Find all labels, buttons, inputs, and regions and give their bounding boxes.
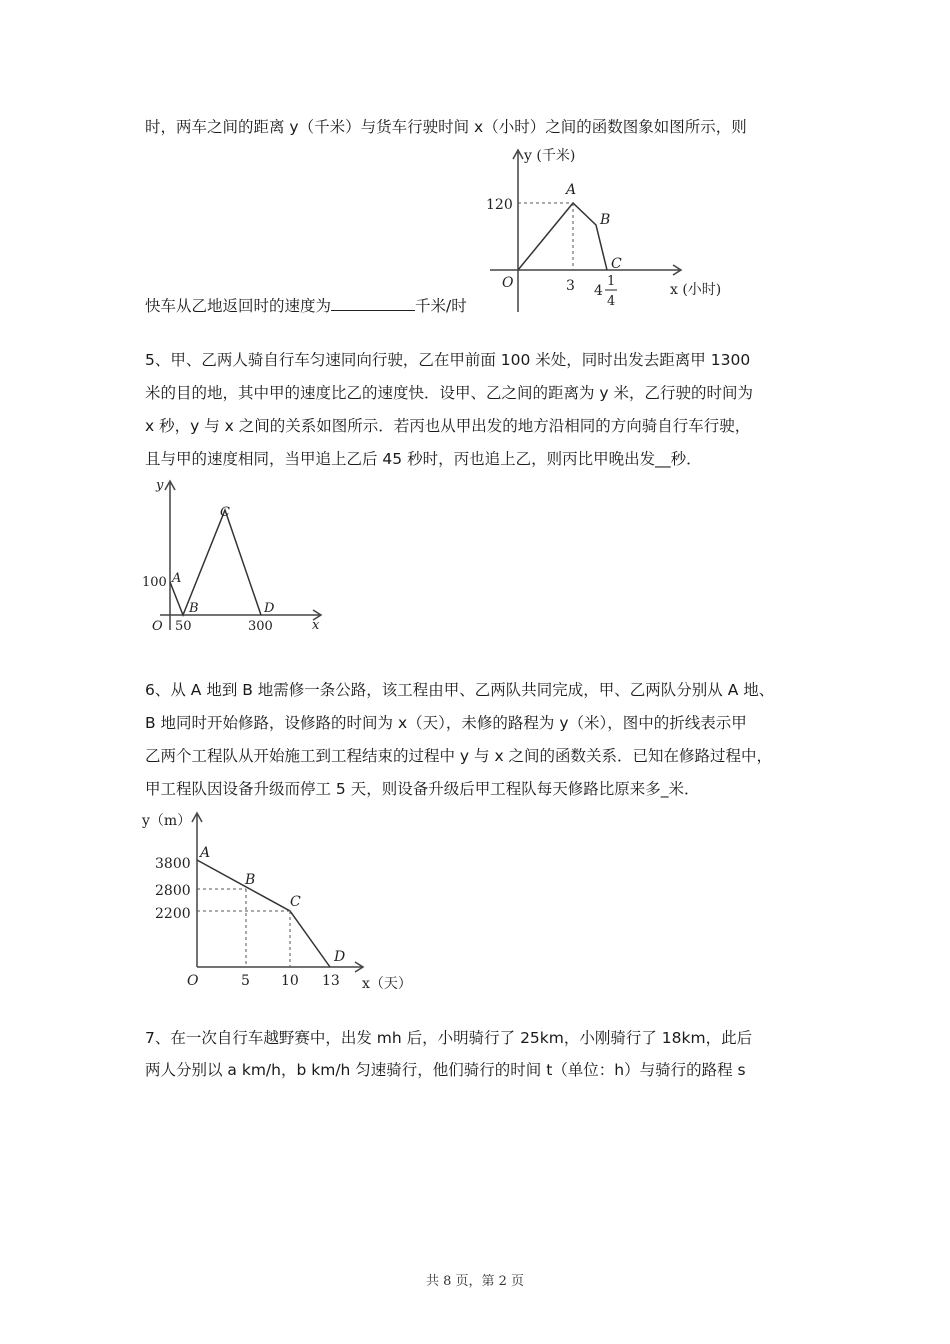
q4-x-label: x (小时) xyxy=(670,282,722,298)
q6-text-line-2: B 地同时开始修路，设修路的时间为 x（天），未修的路程为 y（米），图中的折线表示甲 xyxy=(145,714,747,732)
q4-frac-den: 4 xyxy=(607,294,616,309)
q6-tick-3800: 3800 xyxy=(155,856,191,872)
q6-point-c: C xyxy=(290,894,301,910)
q6-tick-2200: 2200 xyxy=(155,906,191,922)
q6-origin: O xyxy=(187,973,199,989)
q6-graph xyxy=(140,805,430,995)
page-footer: 共 8 页，第 2 页 xyxy=(425,1274,525,1289)
q4-graph xyxy=(480,140,740,320)
q6-tick-5: 5 xyxy=(241,973,250,989)
q4-text-line-2 xyxy=(145,295,467,317)
q5-point-d: D xyxy=(264,601,275,616)
q5-point-b: B xyxy=(189,601,199,616)
q4-frac-num: 1 xyxy=(607,274,616,289)
q5-graph xyxy=(140,475,340,645)
q4-text-line-1: 时，两车之间的距离 y（千米）与货车行驶时间 x（小时）之间的函数图象如图所示，则 xyxy=(145,118,747,136)
q5-function-line xyxy=(170,510,261,615)
q4-question-prefix: 快车从乙地返回时的速度为 xyxy=(145,297,332,315)
q5-text-line-4: 且与甲的速度相同，当甲追上乙后 45 秒时，丙也追上乙，则丙比甲晚出发__秒． xyxy=(145,450,702,468)
q5-text-line-3: x 秒，y 与 x 之间的关系如图所示．若丙也从甲出发的地方沿相同的方向骑自行车行驶， xyxy=(145,417,751,435)
q5-tick-100: 100 xyxy=(142,575,167,590)
q5-y-label: y xyxy=(156,478,164,493)
q6-x-label: x（天） xyxy=(362,976,412,992)
q4-unit: 千米/时 xyxy=(415,297,467,315)
q6-point-a: A xyxy=(200,845,211,861)
q5-point-c: C xyxy=(220,505,230,520)
q7-text-line-2: 两人分别以 a km/h，b km/h 匀速骑行，他们骑行的时间 t（单位：h）与骑行的路程 s xyxy=(145,1061,746,1079)
q6-tick-10: 10 xyxy=(281,973,299,989)
q5-x-label: x xyxy=(312,618,320,633)
q4-point-c: C xyxy=(611,256,622,272)
q5-text-line-1: 5、甲、乙两人骑自行车匀速同向行驶，乙在甲前面 100 米处，同时出发去距离甲 1300 xyxy=(145,351,751,369)
q6-point-b: B xyxy=(245,872,256,888)
q6-point-d: D xyxy=(334,949,346,965)
q4-point-b: B xyxy=(600,212,611,228)
q6-text-line-4: 甲工程队因设备升级而停工 5 天，则设备升级后甲工程队每天修路比原来多_米． xyxy=(145,780,700,798)
q5-point-a: A xyxy=(172,571,182,586)
q4-x-tick-3: 3 xyxy=(566,278,575,294)
q6-text-line-3: 乙两个工程队从开始施工到工程结束的过程中 y 与 x 之间的函数关系．已知在修路过程中， xyxy=(145,747,773,765)
q5-origin: O xyxy=(152,619,163,634)
q6-function-line xyxy=(197,860,330,967)
q4-point-a: A xyxy=(566,182,577,198)
q4-origin: O xyxy=(502,275,514,291)
q6-tick-2800: 2800 xyxy=(155,883,191,899)
q5-tick-50: 50 xyxy=(175,619,192,634)
q7-text-line-1: 7、在一次自行车越野赛中，出发 mh 后，小明骑行了 25km，小刚骑行了 18km，此后 xyxy=(145,1029,753,1047)
q5-tick-300: 300 xyxy=(248,619,273,634)
q4-y-tick-120: 120 xyxy=(486,197,513,213)
q6-tick-13: 13 xyxy=(322,973,340,989)
q4-x-tick-4: 4 xyxy=(594,283,603,299)
q6-text-line-1: 6、从 A 地到 B 地需修一条公路，该工程由甲、乙两队共同完成，甲、乙两队分别从 A 地、 xyxy=(145,681,775,699)
q6-y-label: y（m） xyxy=(142,813,192,829)
q4-y-label: y (千米) xyxy=(524,148,576,164)
q5-text-line-2: 米的目的地，其中甲的速度比乙的速度快．设甲、乙之间的距离为 y 米，乙行驶的时间为 xyxy=(145,384,754,402)
q4-function-line xyxy=(518,203,607,270)
answer-blank xyxy=(331,296,415,311)
